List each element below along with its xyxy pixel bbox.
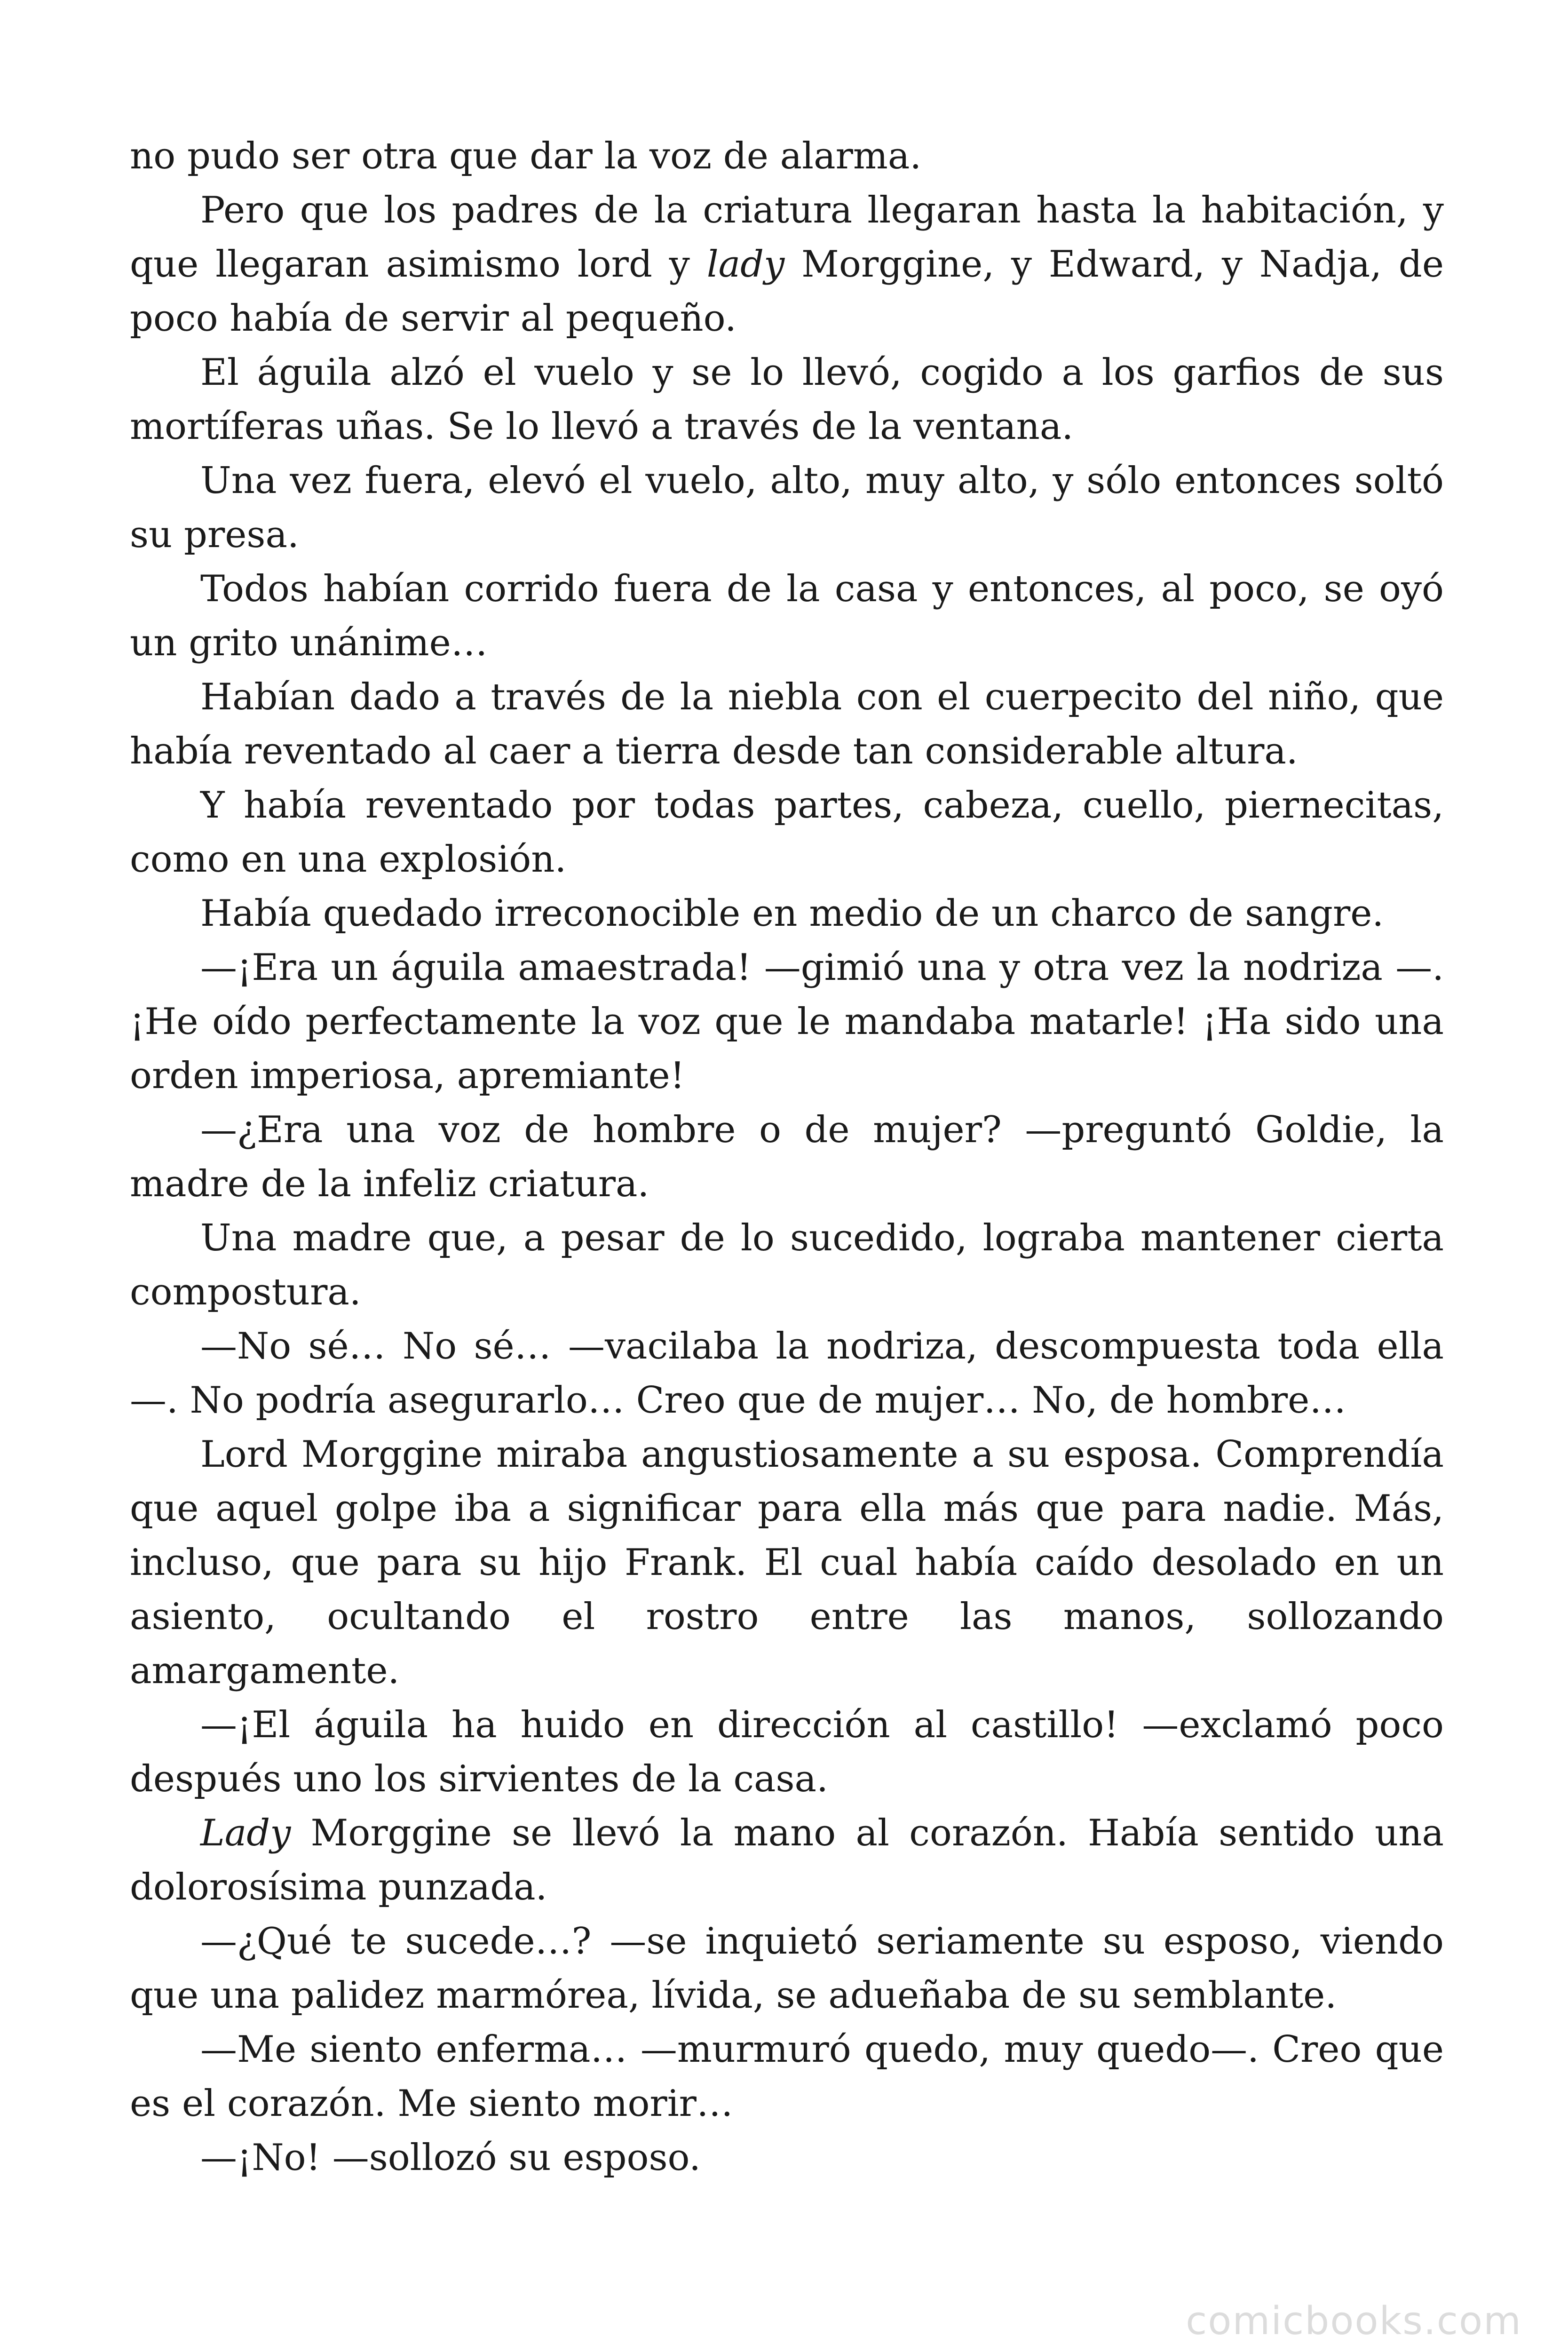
italic-text: lady [706, 243, 785, 286]
paragraph [130, 887, 1444, 941]
paragraph [130, 1428, 1444, 1698]
paragraph [130, 2131, 1444, 2185]
paragraph [130, 183, 1444, 346]
italic-text: Lady [200, 1812, 291, 1854]
paragraph [130, 779, 1444, 887]
paragraph [130, 1698, 1444, 1806]
paragraph [130, 2023, 1444, 2131]
paragraph [130, 129, 1444, 183]
paragraph [130, 941, 1444, 1103]
text-run: Pero que los padres de la criatura llegaran hasta la habitación, y que llegaran asimismo lord y [130, 189, 1444, 286]
text-run: Una madre que, a pesar de lo sucedido, lograba mantener cierta compostura. [130, 1217, 1444, 1313]
paragraph [130, 1103, 1444, 1211]
text-run: —¿Qué te sucede…? —se inquietó seriamente su esposo, viendo que una palidez marmórea, lívida, se adueñaba de su semblante. [130, 1920, 1444, 2017]
text-run: —¡Era un águila amaestrada! —gimió una y otra vez la nodriza —. ¡He oído perfectamente la voz que le mandaba matarle! ¡Ha sido una orden imperiosa, apremiante! [130, 946, 1444, 1097]
text-run: —No sé… No sé… —vacilaba la nodriza, descompuesta toda ella —. No podría asegurarlo… Creo que de mujer… No, de hombre… [130, 1325, 1444, 1422]
text-run: El águila alzó el vuelo y se lo llevó, cogido a los garfios de sus mortíferas uñas. Se lo llevó a través de la ventana. [130, 351, 1444, 448]
text-run: —¡No! —sollozó su esposo. [200, 2137, 701, 2179]
text-run: Una vez fuera, elevó el vuelo, alto, muy alto, y sólo entonces soltó su presa. [130, 460, 1444, 556]
text-run: Morggine, y Edward, y Nadja, de poco había de servir al pequeño. [130, 243, 1444, 340]
paragraph [130, 346, 1444, 454]
text-run: —¿Era una voz de hombre o de mujer? —preguntó Goldie, la madre de la infeliz criatura. [130, 1109, 1444, 1205]
text-run: —Me siento enferma… —murmuró quedo, muy quedo—. Creo que es el corazón. Me siento morir… [130, 2028, 1444, 2125]
text-run: Lord Morggine miraba angustiosamente a su esposa. Comprendía que aquel golpe iba a significar para ella más que para nadie. Más, incluso, que para su hijo Frank. El cual había caído desolado en un asiento, ocultando el rostro entre las manos, sollozando amargamente. [130, 1433, 1444, 1692]
text-run: Y había reventado por todas partes, cabeza, cuello, piernecitas, como en una explosión. [130, 784, 1444, 881]
paragraph [130, 1915, 1444, 2023]
page-text [130, 129, 1444, 2185]
paragraph [130, 1319, 1444, 1428]
paragraph [130, 1806, 1444, 1915]
watermark: comicbooks.com [1186, 2299, 1522, 2344]
text-run: Todos habían corrido fuera de la casa y entonces, al poco, se oyó un grito unánime… [130, 568, 1444, 664]
paragraph [130, 1211, 1444, 1319]
paragraph [130, 562, 1444, 670]
paragraph [130, 454, 1444, 562]
text-run: Habían dado a través de la niebla con el cuerpecito del niño, que había reventado al caer a tierra desde tan considerable altura. [130, 676, 1444, 772]
text-run: Había quedado irreconocible en medio de un charco de sangre. [200, 892, 1384, 935]
text-run: —¡El águila ha huido en dirección al castillo! —exclamó poco después uno los sirvientes de la casa. [130, 1704, 1444, 1800]
text-run: no pudo ser otra que dar la voz de alarma. [130, 135, 922, 177]
text-run: Morggine se llevó la mano al corazón. Había sentido una dolorosísima punzada. [130, 1812, 1444, 1908]
paragraph [130, 670, 1444, 779]
